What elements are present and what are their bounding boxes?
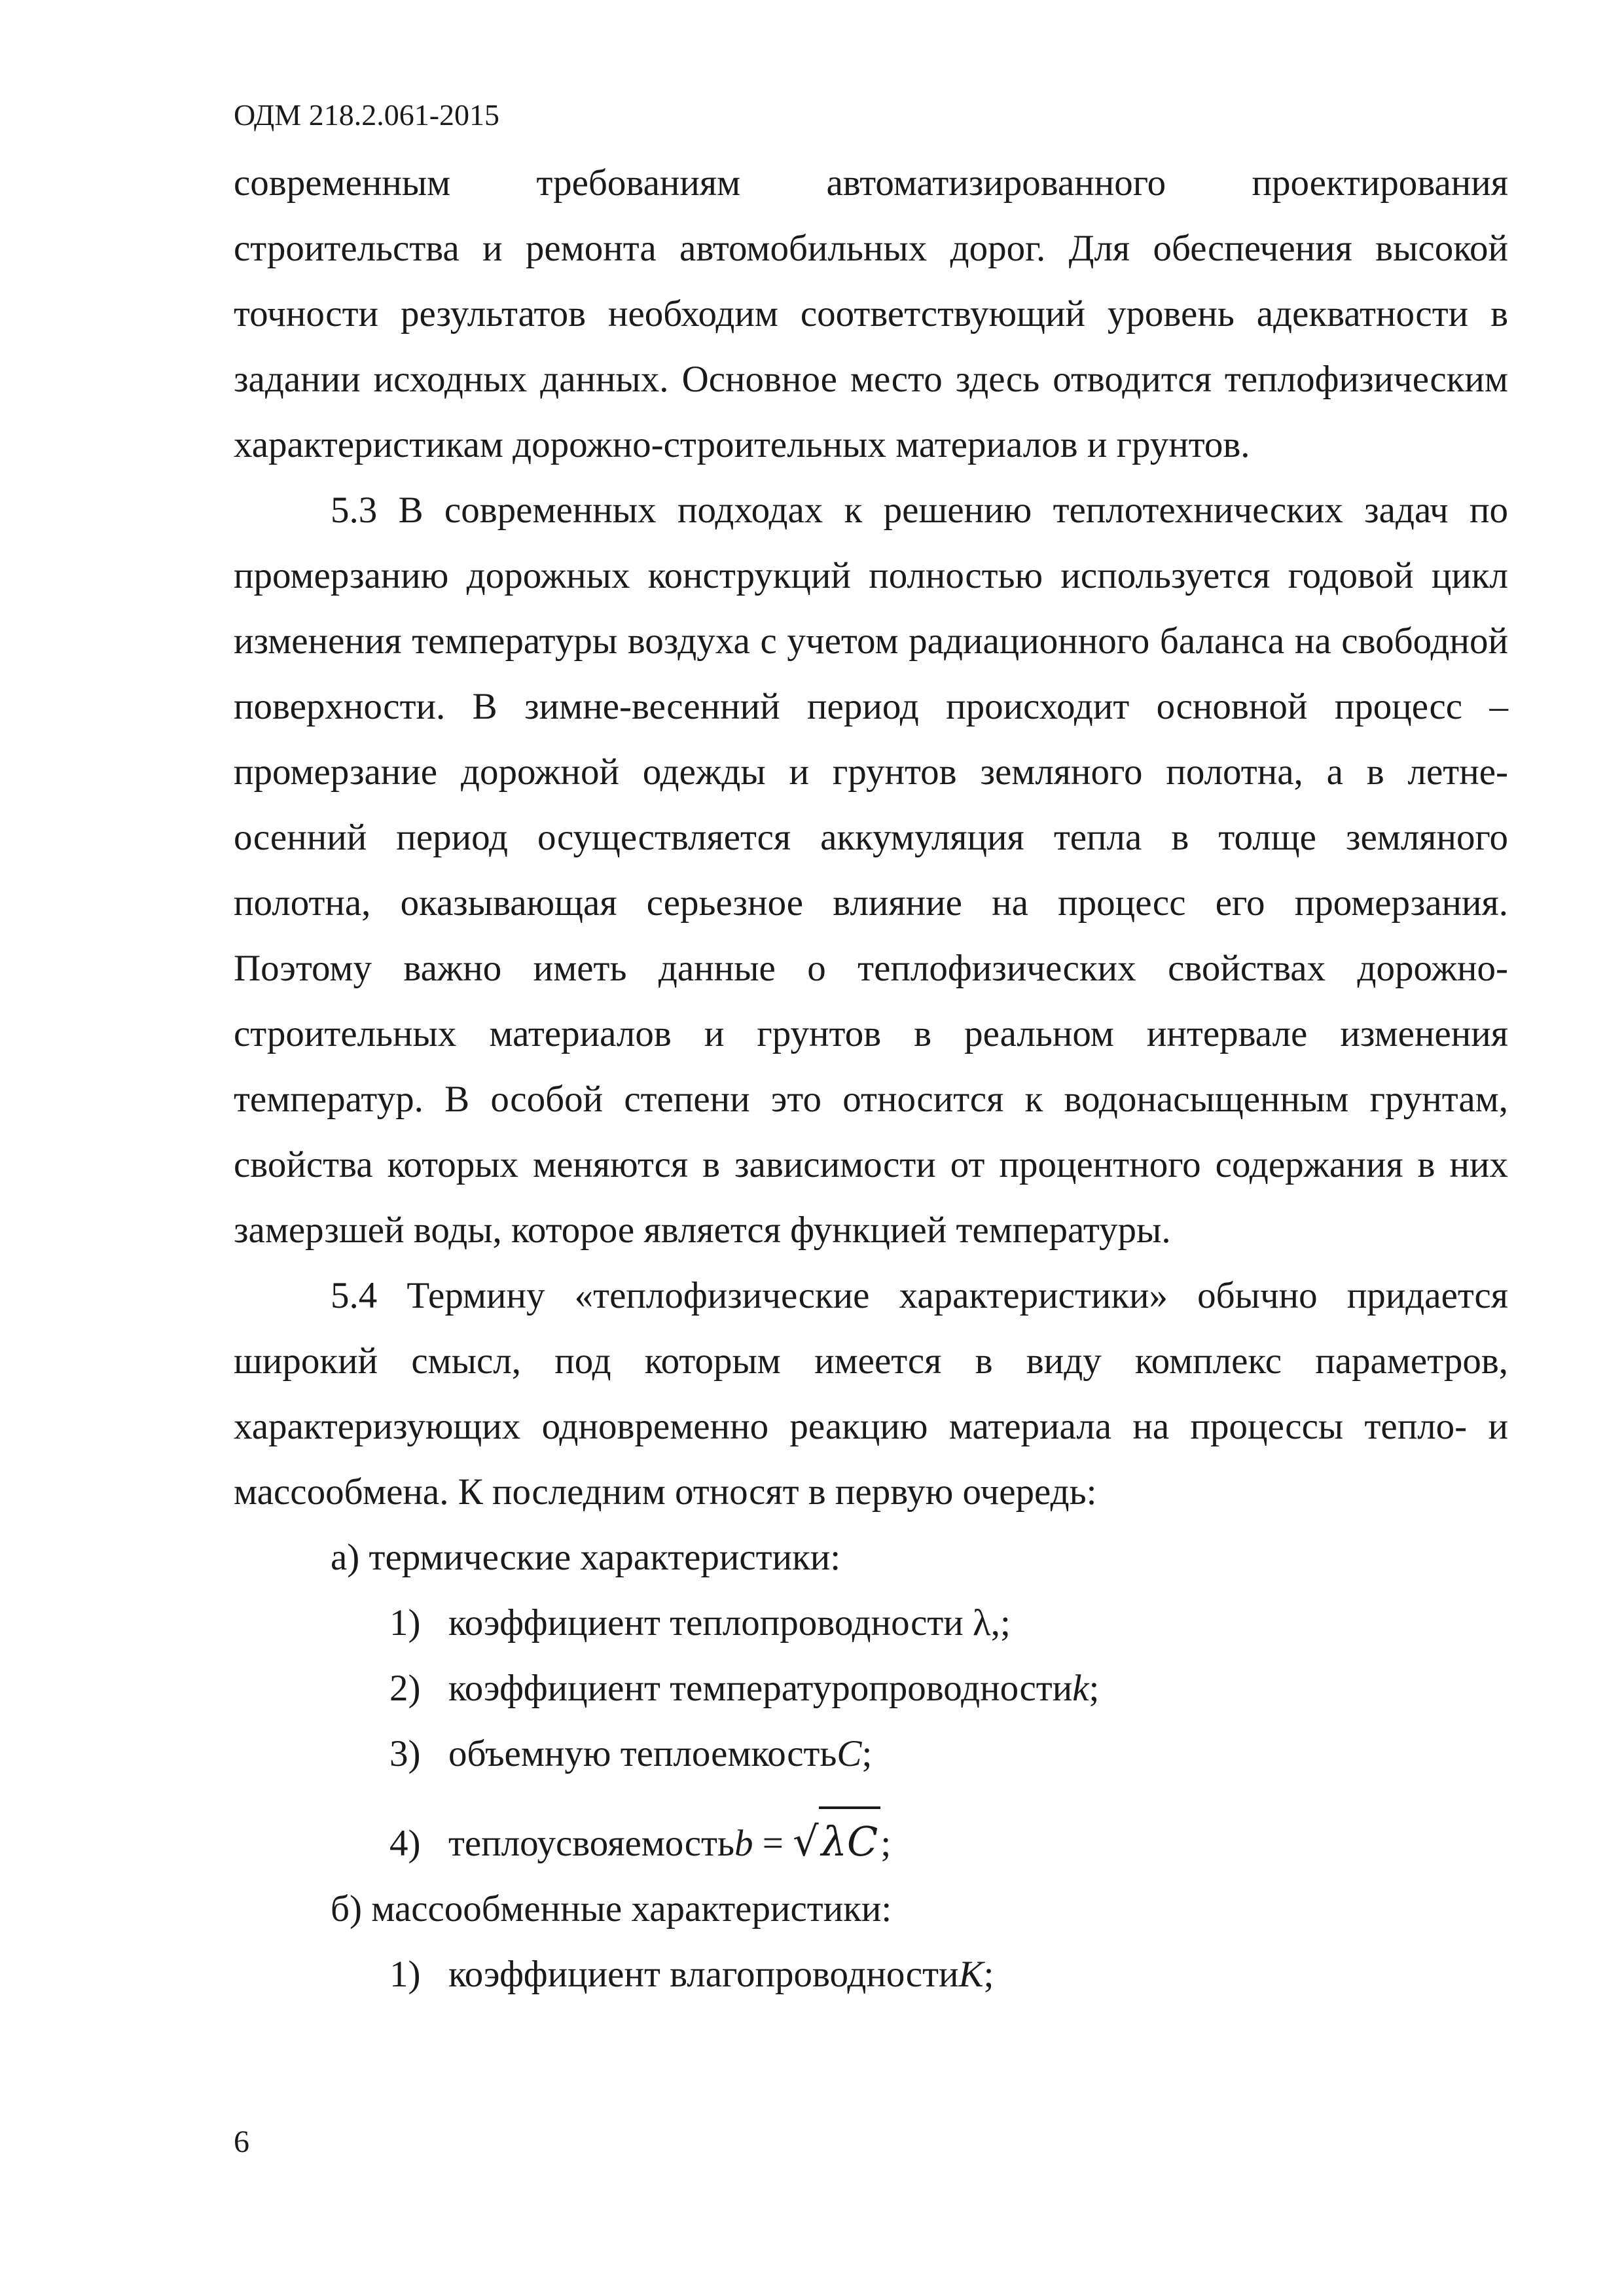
list-b-item-1-tail: ;	[983, 1954, 994, 1995]
formula-radicand: λC	[819, 1806, 881, 1874]
list-a-item-3-number: 3)	[389, 1733, 421, 1774]
list-a-item-1	[234, 1590, 1508, 1656]
list-b-heading: б) массообменные характеристики:	[331, 1888, 892, 1929]
paragraph-5-3: 5.3 В современных подходах к решению теплотехнических задач по промерзанию дорожных конструкций полностью используется годовой цикл изменения температуры воздуха с учетом радиационного баланса на свободной поверхности. В зимне-весенний период происходит основной процесс – промерзание дорожной одежды и грунтов земляного полотна, а в летне-осенний период осуществляется аккумуляция тепла в толще земляного полотна, оказывающая серьезное влияние на процесс его промерзания. Поэтому важно иметь данные о теплофизических свойствах дорожно-строительных материалов и грунтов в реальном интервале изменения температур. В особой степени это относится к водонасыщенным грунтам, свойства которых меняются в зависимости от процентного содержания в них замерзшей воды, которое является функцией температуры.	[234, 490, 1508, 1251]
list-a-heading: а) термические характеристики:	[331, 1537, 841, 1578]
sqrt-sign: √	[793, 1818, 819, 1865]
paragraph-5-4: 5.4 Термину «теплофизические характеристики» обычно придается широкий смысл, под которым имеется в виду комплекс параметров, характеризующих одновременно реакцию материала на процессы тепло- и массообмена. К последним относят в первую очередь:	[234, 1275, 1508, 1513]
list-a-item-1-number: 1)	[389, 1602, 421, 1643]
list-a-item-2-text: коэффициент температуропроводности	[448, 1668, 1073, 1709]
list-a-item-3	[234, 1721, 1508, 1787]
page-number: 6	[234, 2125, 249, 2159]
list-a-item-4-number: 4)	[389, 1823, 421, 1864]
list-a-item-4-tail: ;	[880, 1823, 892, 1864]
list-a-item-2	[234, 1656, 1508, 1721]
formula-lhs: b	[734, 1823, 753, 1864]
list-a-item-2-tail: ;	[1089, 1668, 1100, 1709]
page-body	[234, 151, 1508, 2007]
list-a-item-3-text: объемную теплоемкость	[448, 1733, 837, 1774]
paragraph-continuation: современным требованиям автоматизированного проектирования строительства и ремонта автомобильных дорог. Для обеспечения высокой точности результатов необходим соответствующий уровень адекватности в задании исходных данных. Основное место здесь отводится теплофизическим характеристикам дорожно-строительных материалов и грунтов.	[234, 162, 1508, 465]
list-a-item-1-text: коэффициент теплопроводности λ,;	[448, 1602, 1011, 1643]
list-b-item-1	[234, 1942, 1508, 2007]
list-b-item-1-symbol: K	[958, 1954, 984, 1995]
list-a-item-3-tail: ;	[861, 1733, 873, 1774]
list-a-item-4	[234, 1806, 1508, 1876]
list-a-item-2-symbol: k	[1072, 1668, 1089, 1709]
list-a-item-3-symbol: C	[837, 1733, 862, 1774]
formula-sqrt	[793, 1806, 880, 1874]
list-b-item-1-number: 1)	[389, 1954, 421, 1995]
list-b-item-1-text: коэффициент влагопроводности	[448, 1954, 959, 1995]
formula-equals: =	[753, 1823, 793, 1864]
list-a-item-2-number: 2)	[389, 1668, 421, 1709]
document-code: ОДМ 218.2.061-2015	[234, 98, 500, 132]
list-a-item-4-text: теплоусвояемость	[448, 1823, 734, 1864]
